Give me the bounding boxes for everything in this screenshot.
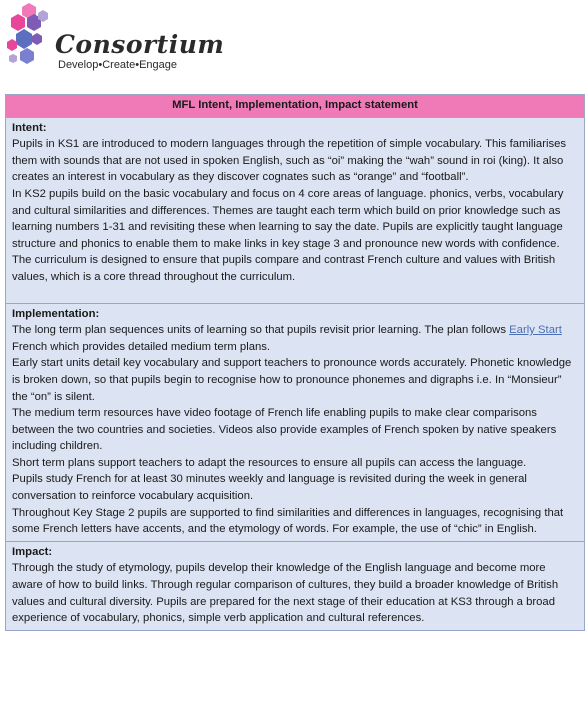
hexagon-cluster-icon <box>0 0 60 80</box>
intent-paragraph: Pupils in KS1 are introduced to modern languages through the repetition of simple vocabulary. This familiarises them with sounds that are not used in spoken English, such as “oi” making the “wah” sound in roi (king). It also creates an interest in vocabulary as they discover cognates such as “orange” and “football”. <box>12 138 567 184</box>
implementation-paragraph: Throughout Key Stage 2 pupils are supported to find similarities and differences in languages, recognising that some French letters have accents, and the etymology of words. For example, the use of “chic” in English. <box>12 506 564 536</box>
logo-tagline: Develop•Create•Engage <box>58 59 178 71</box>
consortium-logo <box>0 0 260 88</box>
implementation-text: The long term plan sequences units of learning so that pupils revisit prior learning. The plan follows <box>12 324 510 337</box>
intent-section <box>6 117 585 303</box>
intent-paragraph: In KS2 pupils build on the basic vocabulary and focus on 4 core areas of language. phonics, verbs, vocabulary and cultural similarities and differences. Themes are taught each term which build on prior knowledge such as learning numbers 1-31 and revisiting these when learning to say the date. Pupils are explicitly taught language structure and phonics to enable them to make links in key stage 3 and pronounce new words with confidence. <box>12 187 564 250</box>
statement-title: MFL Intent, Implementation, Impact statement <box>6 95 585 118</box>
statement-table <box>5 94 585 631</box>
implementation-text: French which provides detailed medium term plans. <box>12 340 271 353</box>
intent-heading: Intent: <box>12 121 47 134</box>
impact-paragraph: Through the study of etymology, pupils develop their knowledge of the English language and become more aware of how to build links. Through regular comparison of cultures, they build a broader knowledge of British values and cultural diversity. Pupils are prepared for the next stage of their education at KS3 through a broad experience of vocabulary, phonics, simple verb application and cultural references. <box>12 562 559 625</box>
implementation-paragraph: Early start units detail key vocabulary and support teachers to pronounce words accurately. Phonetic knowledge is broken down, so that pupils begin to recognise how to pronounce phonemes and digraphs i.e. In “Monsieur” the “on” is silent. <box>12 357 572 403</box>
early-start-link[interactable]: Early Start <box>509 324 562 337</box>
implementation-section <box>6 303 585 541</box>
implementation-heading: Implementation: <box>12 307 100 320</box>
implementation-paragraph <box>12 322 578 355</box>
implementation-paragraph: Pupils study French for at least 30 minutes weekly and language is revisited during the week in general conversation to reinforce vocabulary acquisition. <box>12 473 527 503</box>
logo-wordmark: Consortium <box>55 30 225 59</box>
impact-section <box>6 541 585 630</box>
implementation-paragraph: Short term plans support teachers to adapt the resources to ensure all pupils can access the language. <box>12 456 527 469</box>
implementation-paragraph: The medium term resources have video footage of French life enabling pupils to make clear comparisons between the two countries and societies. Videos also provide examples of French spoken by native speakers including children. <box>12 407 557 453</box>
impact-heading: Impact: <box>12 545 53 558</box>
intent-paragraph: The curriculum is designed to ensure that pupils compare and contrast French culture and values with British values, which is a core thread throughout the curriculum. <box>12 254 556 283</box>
